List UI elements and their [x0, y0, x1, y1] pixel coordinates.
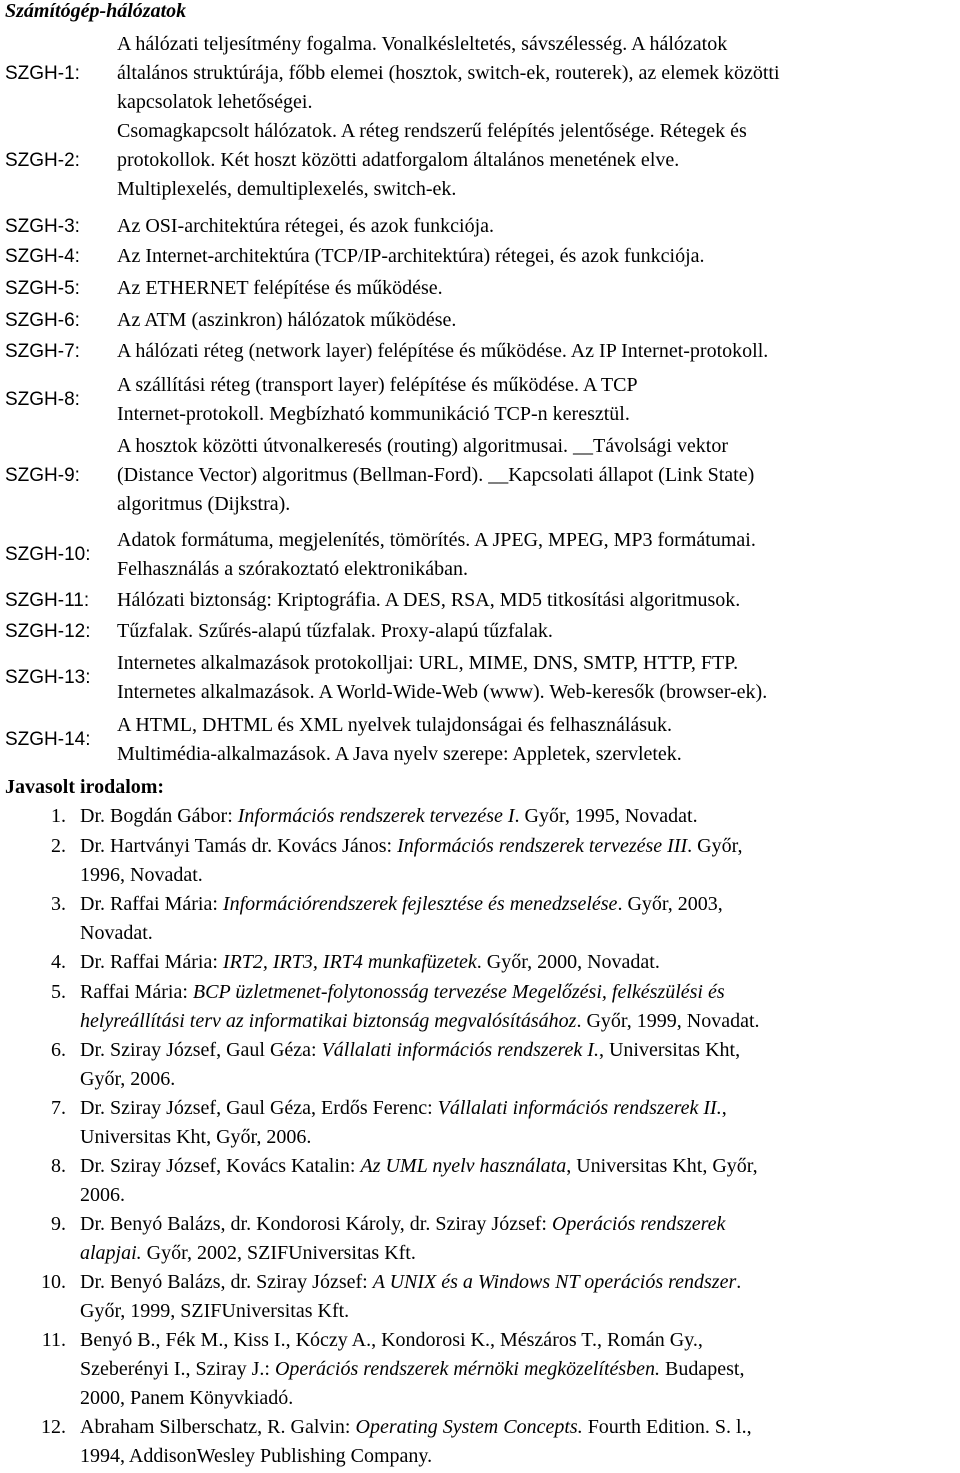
- topic-code: SZGH-9:: [5, 464, 80, 486]
- reference-line: [80, 1268, 955, 1297]
- topic-description: [117, 306, 952, 335]
- reference-segment: .: [736, 1271, 742, 1293]
- reference-line: [80, 1181, 955, 1210]
- reference-segment: Budapest,: [660, 1358, 745, 1380]
- topic-description: [117, 649, 952, 707]
- reference-title: Információs rendszerek tervezése III: [397, 835, 688, 857]
- reference-segment: Fourth Edition. S. l.,: [582, 1416, 752, 1438]
- reference-number: 12.: [41, 1416, 66, 1438]
- reference-segment: Dr. Hartványi Tamás dr. Kovács János:: [80, 835, 398, 857]
- topic-row: [0, 526, 960, 584]
- reference-title: A UNIX és a Windows NT operációs rendszer: [372, 1271, 737, 1293]
- reference-text: [80, 890, 955, 948]
- reference-title: alapjai.: [80, 1242, 142, 1264]
- topic-description: [117, 617, 952, 646]
- reference-segment: , Universitas Kht, Győr,: [566, 1155, 758, 1177]
- topic-row: [0, 212, 960, 241]
- reference-segment: . Győr, 1999, Novadat.: [576, 1010, 760, 1032]
- topic-description: [117, 274, 952, 303]
- reference-number: 10.: [41, 1271, 66, 1293]
- reference-line: [80, 919, 955, 948]
- topic-row: [0, 306, 960, 335]
- topic-description-line: Az Internet-architektúra (TCP/IP-architektúra) rétegei, és azok funkciója.: [117, 245, 705, 267]
- reference-line: [80, 1152, 955, 1181]
- topic-description-line: Az OSI-architektúra rétegei, és azok funkciója.: [117, 215, 495, 237]
- topic-row: [0, 274, 960, 303]
- reference-line: [80, 802, 955, 831]
- topic-description-line: Internetes alkalmazások protokolljai: URL, MIME, DNS, SMTP, HTTP, FTP.: [117, 652, 739, 674]
- topic-description-line: Az ETHERNET felépítése és működése.: [117, 277, 443, 299]
- topic-description-line: Csomagkapcsolt hálózatok. A réteg rendszerű felépítés jelentősége. Rétegek és: [117, 120, 747, 142]
- reference-segment: . Győr,: [687, 835, 743, 857]
- topic-description-line: Adatok formátuma, megjelenítés, tömörítés. A JPEG, MPEG, MP3 formátumai.: [117, 529, 756, 551]
- reference-segment: 2000, Panem Könyvkiadó.: [80, 1387, 294, 1409]
- topic-description: [117, 117, 952, 204]
- reference-line: [80, 1384, 955, 1413]
- reference-text: [80, 1036, 955, 1094]
- reference-title: Operating System Concepts.: [355, 1416, 583, 1438]
- reference-segment: 1996, Novadat.: [80, 864, 203, 886]
- reference-text: [80, 1152, 955, 1210]
- topic-description-line: A hosztok közötti útvonalkeresés (routing) algoritmusai. __Távolsági vektor: [117, 435, 728, 457]
- reference-title: Információs rendszerek tervezése I: [237, 805, 515, 827]
- reference-number: 5.: [51, 981, 66, 1003]
- reference-number: 2.: [51, 835, 66, 857]
- topic-description-line: Az ATM (aszinkron) hálózatok működése.: [117, 309, 457, 331]
- reference-text: [80, 802, 955, 831]
- reference-title: Információrendszerek fejlesztése és menedzselése: [222, 893, 618, 915]
- topic-code: SZGH-3:: [5, 215, 80, 237]
- reference-line: [80, 1065, 955, 1094]
- topic-description: [117, 337, 952, 366]
- reference-line: [80, 978, 955, 1007]
- topic-code: SZGH-14:: [5, 729, 91, 750]
- topic-description: [117, 586, 952, 615]
- reference-line: [80, 948, 955, 977]
- topic-description-line: Multimédia-alkalmazások. A Java nyelv szerepe: Appletek, szervletek.: [117, 743, 682, 765]
- reference-segment: . Győr, 2003,: [617, 893, 723, 915]
- topic-row: [0, 711, 960, 769]
- reference-text: [80, 1326, 955, 1413]
- topic-description-line: általános struktúrája, főbb elemei (hosztok, switch-ek, routerek), az elemek közötti: [117, 62, 780, 84]
- reference-segment: Szeberényi I., Sziray J.:: [80, 1358, 275, 1380]
- reference-number: 1.: [51, 805, 66, 827]
- topic-description-line: protokollok. Két hoszt közötti adatforgalom általános menetének elve.: [117, 149, 680, 171]
- page-title: Számítógép-hálózatok: [5, 0, 187, 22]
- topic-code: SZGH-8:: [5, 389, 80, 410]
- reference-text: [80, 948, 955, 977]
- topic-description: [117, 711, 952, 769]
- topic-row: [0, 337, 960, 366]
- topic-description-line: A szállítási réteg (transport layer) felépítése és működése. A TCP: [117, 374, 638, 396]
- reference-segment: . Győr, 2000, Novadat.: [476, 951, 660, 973]
- topic-description-line: Hálózati biztonság: Kriptográfia. A DES, RSA, MD5 titkosítási algoritmusok.: [117, 589, 741, 611]
- reference-text: [80, 1268, 955, 1326]
- reference-segment: 2006.: [80, 1184, 125, 1206]
- reference-text: [80, 1094, 955, 1152]
- topic-row: [0, 432, 960, 519]
- reference-line: [80, 861, 955, 890]
- reference-line: [80, 1239, 955, 1268]
- topic-description: [117, 212, 952, 241]
- reference-number: 6.: [51, 1039, 66, 1061]
- reference-segment: Dr. Benyó Balázs, dr. Kondorosi Károly, dr. Sziray József:: [80, 1213, 552, 1235]
- topic-description: [117, 30, 952, 117]
- reference-segment: Dr. Raffai Mária:: [80, 951, 223, 973]
- topic-code: SZGH-12:: [5, 620, 91, 642]
- topic-code: SZGH-5:: [5, 277, 80, 299]
- reference-number: 9.: [51, 1213, 66, 1235]
- topic-description: [117, 526, 952, 584]
- topic-code: SZGH-7:: [5, 340, 80, 362]
- topic-description-line: (Distance Vector) algoritmus (Bellman-Ford). __Kapcsolati állapot (Link State): [117, 464, 755, 486]
- reference-line: [80, 1007, 955, 1036]
- reference-line: [80, 1442, 955, 1471]
- reference-text: [80, 832, 955, 890]
- reference-segment: Abraham Silberschatz, R. Galvin:: [80, 1416, 356, 1438]
- reference-title: Vállalati információs rendszerek II.: [437, 1097, 722, 1119]
- reference-text: [80, 1210, 955, 1268]
- reference-title: helyreállítási terv az informatikai biztonság megvalósításához: [80, 1010, 577, 1032]
- topic-description-line: Tűzfalak. Szűrés-alapú tűzfalak. Proxy-alapú tűzfalak.: [117, 620, 553, 642]
- reference-number: 7.: [51, 1097, 66, 1119]
- reference-line: [80, 1094, 955, 1123]
- reference-line: [80, 890, 955, 919]
- reference-title: Operációs rendszerek: [551, 1213, 726, 1235]
- reference-number: 8.: [51, 1155, 66, 1177]
- reference-segment: Universitas Kht, Győr, 2006.: [80, 1126, 312, 1148]
- reference-line: [80, 1036, 955, 1065]
- topic-description: [117, 432, 952, 519]
- reference-segment: Dr. Benyó Balázs, dr. Sziray József:: [80, 1271, 373, 1293]
- reference-title: IRT2, IRT3, IRT4 munkafüzetek: [222, 951, 477, 973]
- reference-segment: Benyó B., Fék M., Kiss I., Kóczy A., Kondorosi K., Mészáros T., Román Gy.,: [80, 1329, 703, 1351]
- topic-description-line: A hálózati réteg (network layer) felépítése és működése. Az IP Internet-protokoll.: [117, 340, 769, 362]
- topic-description: [117, 371, 952, 429]
- reference-line: [80, 1297, 955, 1326]
- topic-code: SZGH-6:: [5, 309, 80, 331]
- reference-segment: Győr, 1999, SZIFUniversitas Kft.: [80, 1300, 350, 1322]
- topic-row: [0, 242, 960, 271]
- reference-segment: Dr. Sziray József, Gaul Géza, Erdős Ferenc:: [80, 1097, 438, 1119]
- reference-segment: Dr. Bogdán Gábor:: [80, 805, 238, 827]
- topic-description-line: Multiplexelés, demultiplexelés, switch-ek.: [117, 178, 457, 200]
- reference-text: [80, 978, 955, 1036]
- reference-number: 3.: [51, 893, 66, 915]
- topic-code: SZGH-11:: [5, 589, 90, 611]
- topic-description-line: A hálózati teljesítmény fogalma. Vonalkésleltetés, sávszélesség. A hálózatok: [117, 33, 728, 55]
- topic-code: SZGH-13:: [5, 667, 91, 688]
- reference-segment: , Universitas Kht,: [598, 1039, 741, 1061]
- topic-code: SZGH-2:: [5, 149, 80, 171]
- topic-description: [117, 242, 952, 271]
- reference-line: [80, 1123, 955, 1152]
- reference-segment: Dr. Sziray József, Gaul Géza:: [80, 1039, 322, 1061]
- literature-heading: Javasolt irodalom:: [5, 776, 165, 798]
- topic-row: [0, 617, 960, 646]
- topic-description-line: Internetes alkalmazások. A World-Wide-Web (www). Web-keresők (browser-ek).: [117, 681, 768, 703]
- topic-row: [0, 649, 960, 707]
- topic-row: [0, 30, 960, 117]
- reference-segment: Győr, 2002, SZIFUniversitas Kft.: [141, 1242, 416, 1264]
- reference-segment: Győr, 2006.: [80, 1068, 176, 1090]
- reference-number: 4.: [51, 951, 66, 973]
- reference-segment: ,: [721, 1097, 727, 1119]
- reference-line: [80, 832, 955, 861]
- topic-description-line: Felhasználás a szórakoztató elektronikában.: [117, 558, 468, 580]
- topic-code: SZGH-4:: [5, 245, 80, 267]
- topic-description-line: kapcsolatok lehetőségei.: [117, 91, 313, 113]
- topic-row: [0, 586, 960, 615]
- reference-title: Az UML nyelv használata: [360, 1155, 567, 1177]
- reference-line: [80, 1326, 955, 1355]
- reference-segment: 1994, AddisonWesley Publishing Company.: [80, 1445, 433, 1467]
- reference-segment: Novadat.: [80, 922, 153, 944]
- topic-row: [0, 117, 960, 204]
- topic-code: SZGH-1:: [5, 62, 80, 84]
- reference-text: [80, 1413, 955, 1471]
- reference-number: 11.: [41, 1329, 66, 1351]
- topic-description-line: algoritmus (Dijkstra).: [117, 493, 291, 515]
- reference-line: [80, 1210, 955, 1239]
- reference-segment: Dr. Sziray József, Kovács Katalin:: [80, 1155, 361, 1177]
- topic-description-line: A HTML, DHTML és XML nyelvek tulajdonságai és felhasználásuk.: [117, 714, 673, 736]
- reference-title: Operációs rendszerek mérnöki megközelítésben.: [274, 1358, 661, 1380]
- reference-line: [80, 1355, 955, 1384]
- reference-title: Vállalati információs rendszerek I.: [321, 1039, 599, 1061]
- reference-segment: . Győr, 1995, Novadat.: [514, 805, 698, 827]
- reference-segment: Dr. Raffai Mária:: [80, 893, 223, 915]
- topic-row: [0, 371, 960, 429]
- reference-line: [80, 1413, 955, 1442]
- topic-description-line: Internet-protokoll. Megbízható kommunikáció TCP-n keresztül.: [117, 403, 630, 425]
- reference-segment: Raffai Mária:: [80, 981, 193, 1003]
- topic-code: SZGH-10:: [5, 544, 91, 565]
- reference-title: BCP üzletmenet-folytonosság tervezése Megelőzési, felkészülési és: [192, 981, 725, 1003]
